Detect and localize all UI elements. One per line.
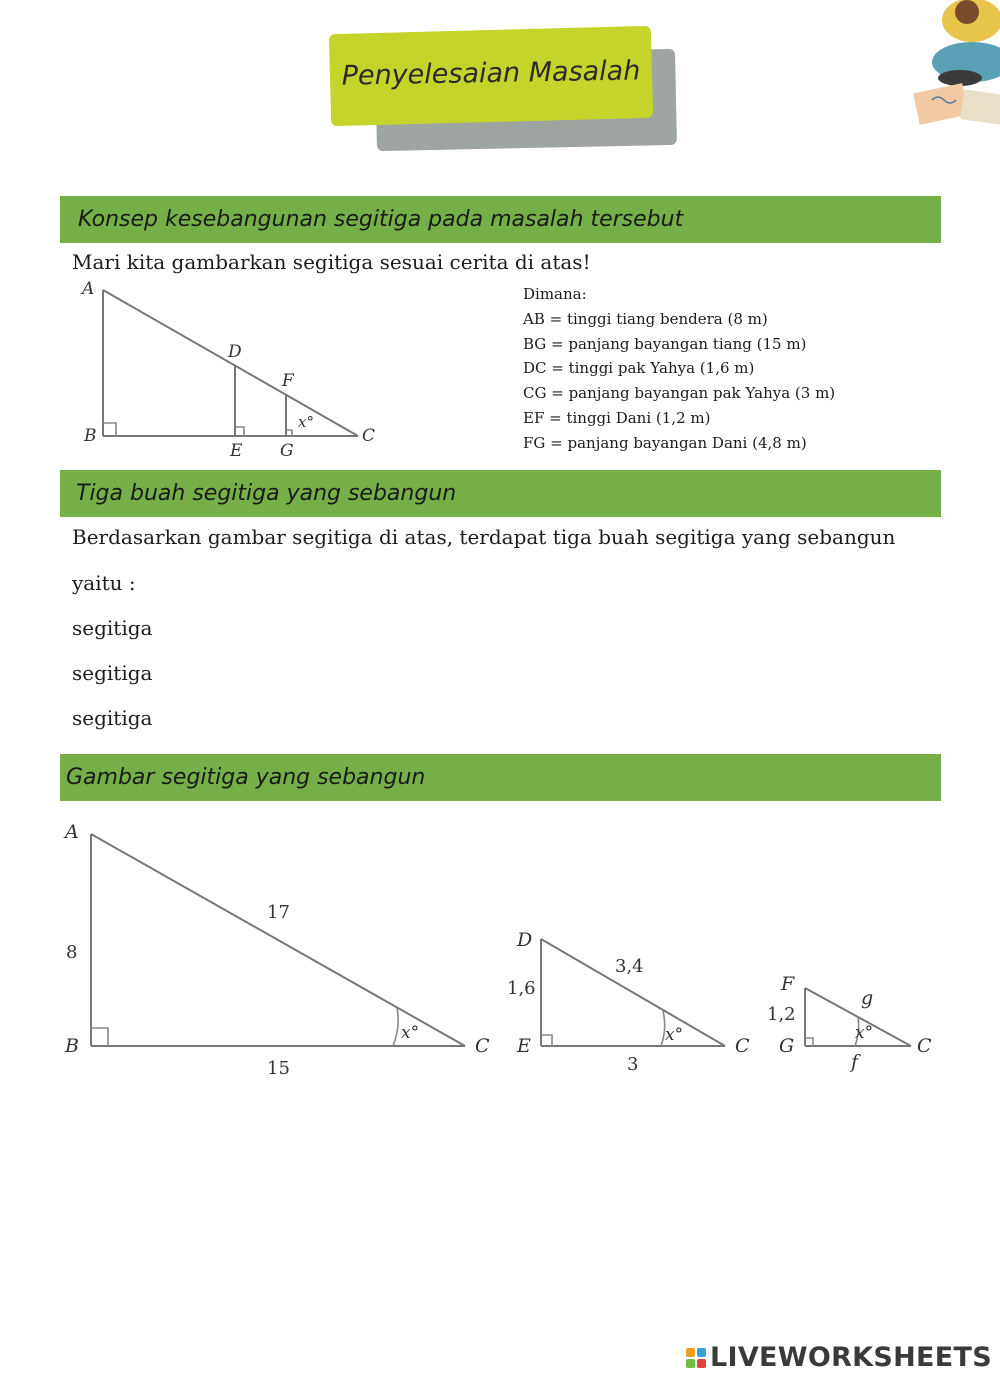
similar-triangles-figure bbox=[55, 812, 945, 1082]
big-label-c: C bbox=[475, 1035, 490, 1057]
big-side-ac bbox=[91, 834, 465, 1046]
concept-intro: Mari kita gambarkan segitiga sesuai cerita di atas! bbox=[72, 250, 591, 274]
illustration-shoe bbox=[938, 70, 982, 86]
illustration-paper-2 bbox=[960, 89, 1000, 124]
label-f: F bbox=[282, 371, 294, 391]
page-title: Penyelesaian Masalah bbox=[341, 55, 641, 92]
section-heading-pictures: Gambar segitiga yang sebangun bbox=[60, 754, 941, 801]
legend-item: DC = tinggi pak Yahya (1,6 m) bbox=[523, 359, 755, 378]
label-c: C bbox=[362, 426, 376, 446]
mid-label-e: E bbox=[517, 1035, 531, 1057]
small-side-fg-value: 1,2 bbox=[767, 1004, 796, 1025]
big-angle-label: x° bbox=[401, 1023, 420, 1043]
big-label-a: A bbox=[65, 821, 79, 843]
mid-side-de-value: 1,6 bbox=[507, 978, 536, 999]
story-triangle-diagram bbox=[70, 276, 490, 466]
big-right-angle bbox=[91, 1028, 108, 1046]
legend-item: FG = panjang bayangan Dani (4,8 m) bbox=[523, 433, 807, 452]
similar-statement: Berdasarkan gambar segitiga di atas, terdapat tiga buah segitiga yang sebangun bbox=[72, 525, 896, 549]
label-angle-x: x° bbox=[298, 413, 314, 431]
label-g: G bbox=[280, 441, 294, 461]
small-label-g: G bbox=[779, 1035, 795, 1057]
section-heading-concept: Konsep kesebangunan segitiga pada masalah tersebut bbox=[60, 196, 941, 243]
right-angle-b bbox=[103, 423, 116, 436]
big-angle-arc bbox=[393, 1008, 398, 1046]
big-side-ac-value: 17 bbox=[267, 902, 290, 923]
legend-item: BG = panjang bayangan tiang (15 m) bbox=[523, 334, 807, 353]
big-label-b: B bbox=[65, 1035, 79, 1057]
small-side-gc-value: f bbox=[851, 1051, 859, 1073]
segment-ac bbox=[103, 290, 358, 436]
small-right-angle bbox=[805, 1038, 813, 1046]
small-label-c: C bbox=[917, 1035, 932, 1057]
legend-item: CG = panjang bayangan pak Yahya (3 m) bbox=[523, 384, 836, 403]
liveworksheets-logo bbox=[686, 1342, 992, 1373]
decorative-illustration bbox=[912, 0, 1000, 130]
label-a: A bbox=[82, 279, 95, 299]
mid-side-ec-value: 3 bbox=[627, 1054, 639, 1075]
small-side-fc-value: g bbox=[861, 987, 874, 1009]
mid-label-d: D bbox=[517, 929, 533, 951]
similar-item-3: segitiga bbox=[72, 706, 153, 730]
triangle-fgc bbox=[767, 973, 932, 1073]
big-side-bc-value: 15 bbox=[267, 1058, 290, 1079]
mid-angle-label: x° bbox=[665, 1025, 684, 1045]
small-label-f: F bbox=[781, 973, 795, 995]
mid-side-dc-value: 3,4 bbox=[615, 956, 644, 977]
similar-statement-cont: yaitu : bbox=[72, 571, 136, 595]
small-angle-label: x° bbox=[855, 1023, 874, 1043]
right-angle-e bbox=[235, 427, 244, 436]
label-e: E bbox=[230, 441, 243, 461]
brand-name: LIVEWORKSHEETS bbox=[709, 1342, 992, 1373]
logo-mark-icon bbox=[686, 1348, 706, 1368]
triangle-abc bbox=[63, 821, 490, 1079]
legend bbox=[523, 282, 835, 456]
similar-item-1: segitiga bbox=[72, 616, 153, 640]
legend-item: EF = tinggi Dani (1,2 m) bbox=[523, 408, 711, 427]
label-b: B bbox=[84, 426, 97, 446]
mid-right-angle bbox=[541, 1035, 552, 1046]
similar-item-2: segitiga bbox=[72, 661, 153, 685]
big-side-ab-value: 8 bbox=[66, 942, 78, 963]
section-heading-similar: Tiga buah segitiga yang sebangun bbox=[60, 470, 941, 517]
legend-item: AB = tinggi tiang bendera (8 m) bbox=[523, 309, 768, 328]
illustration-head bbox=[955, 0, 979, 24]
legend-title: Dimana: bbox=[523, 285, 587, 303]
triangle-dec bbox=[507, 929, 750, 1075]
label-d: D bbox=[228, 342, 242, 362]
mid-label-c: C bbox=[735, 1035, 750, 1057]
